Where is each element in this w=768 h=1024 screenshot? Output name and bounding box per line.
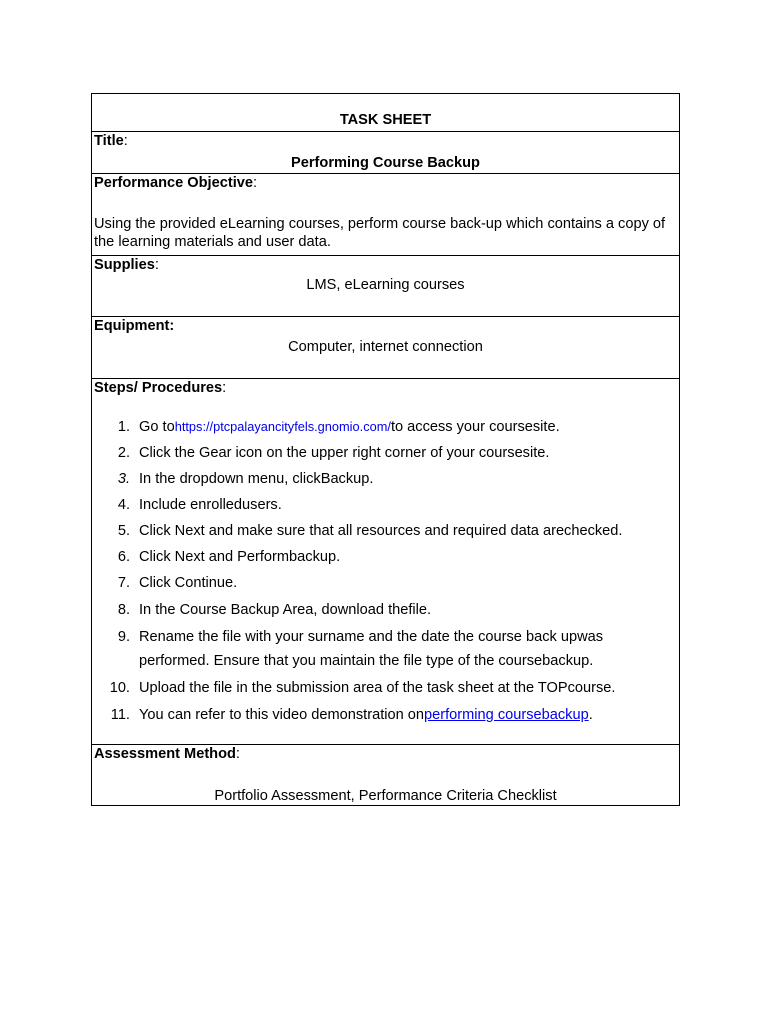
page-title: TASK SHEET [339,112,432,128]
task-sheet-header [92,94,679,131]
supplies-label: Supplies: [94,257,159,273]
objective-text: Using the provided eLearning courses, perform course back-up which contains a copy of the learning materials and user data. [94,216,666,250]
video-demo-link[interactable]: performing coursebackup [424,707,589,723]
equipment-value: Computer, internet connection [288,339,483,355]
objective-section [92,173,679,255]
steps-list [92,415,679,729]
equipment-section [92,316,679,378]
list-item: 6. Click Next and Performbackup. [117,549,341,565]
supplies-section [92,255,679,316]
list-item: 5. Click Next and make sure that all resources and required data arechecked. [117,523,623,539]
list-item: 2. Click the Gear icon on the upper right corner of your coursesite. [117,445,550,461]
list-item: 11. You can refer to this video demonstration onperforming coursebackup. [110,707,593,723]
supplies-value: LMS, eLearning courses [306,277,465,293]
list-item: 7. Click Continue. [117,575,238,591]
course-title: Performing Course Backup [291,155,480,171]
task-sheet [91,93,680,806]
equipment-label: Equipment: [94,318,175,334]
assessment-value: Portfolio Assessment, Performance Criteria Checklist [214,788,557,804]
assessment-section [92,744,679,805]
title-section [92,131,679,173]
procedures-label: Steps/ Procedures: [94,380,227,396]
list-item: 1. Go tohttps://ptcpalayancityfels.gnomio.com/to access your coursesite. [117,419,560,435]
title-label: Title: [94,133,128,149]
list-item: 4. Include enrolledusers. [117,497,282,513]
objective-label: Performance Objective: [94,175,258,191]
list-item: 10. Upload the file in the submission area of the task sheet at the TOPcourse. [109,680,616,696]
procedures-section [92,378,679,744]
list-item: 8. In the Course Backup Area, download thefile. [117,602,432,618]
course-site-link[interactable]: https://ptcpalayancityfels.gnomio.com/ [174,419,391,434]
list-item: 9. Rename the file with your surname and the date the course back upwas performed. Ensure that you maintain the file type of the coursebackup. [117,629,604,669]
list-item: 3. In the dropdown menu, clickBackup. [117,471,374,487]
assessment-label: Assessment Method: [94,746,240,762]
